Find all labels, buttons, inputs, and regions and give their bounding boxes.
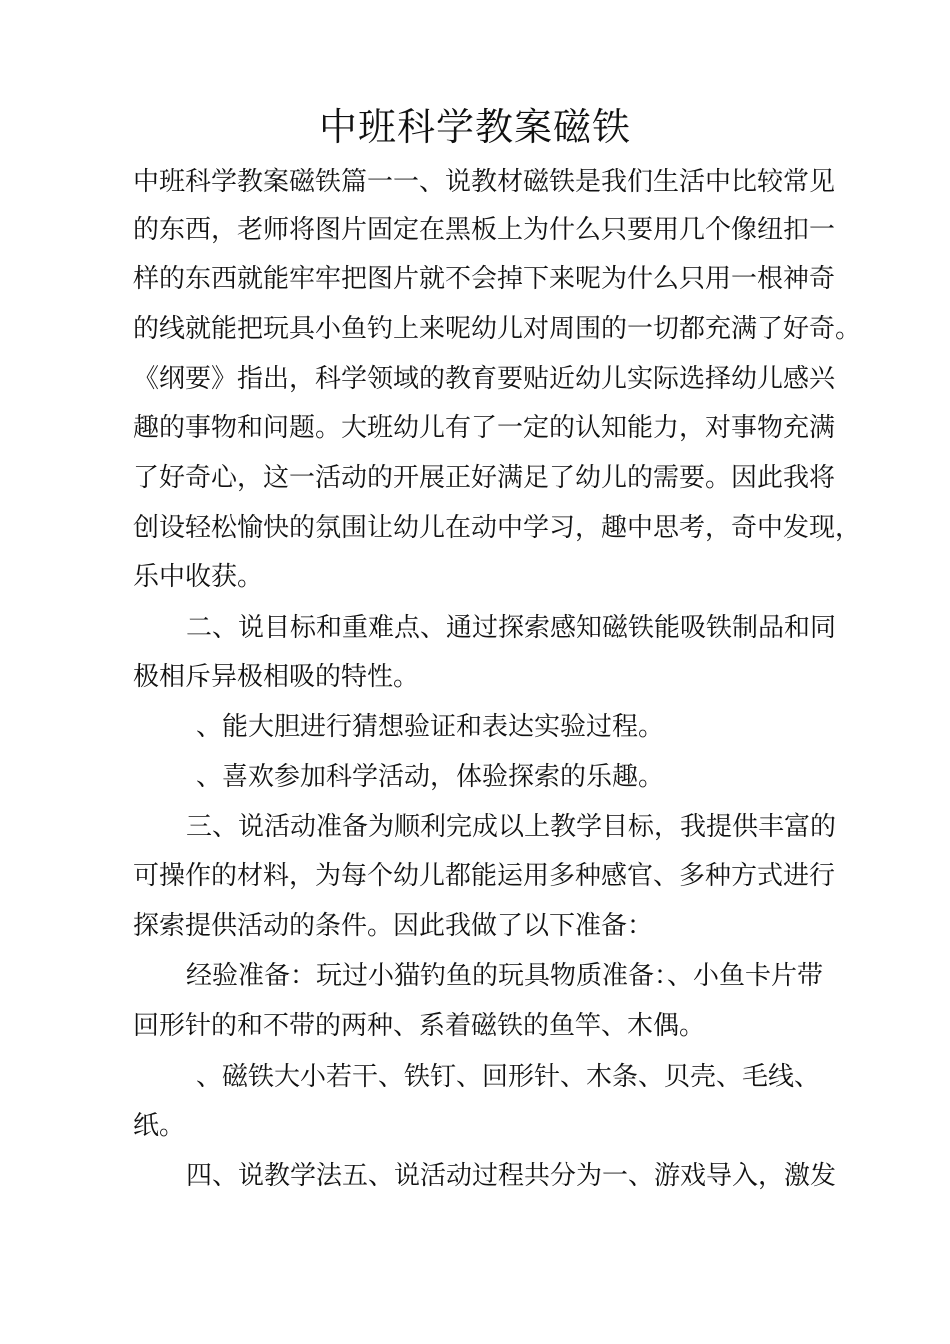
body-line: 、喜欢参加科学活动，体验探索的乐趣。 — [196, 762, 665, 792]
body-line: 样的东西就能牢牢把图片就不会掉下来呢为什么只用一根神奇 — [133, 264, 836, 294]
body-line: 趣的事物和问题。大班幼儿有了一定的认知能力，对事物充满 — [133, 413, 836, 443]
body-line: 、磁铁大小若干、铁钉、回形针、木条、贝壳、毛线、 — [196, 1062, 821, 1092]
body-line: 纸。 — [133, 1111, 186, 1141]
body-line: 乐中收获。 — [133, 562, 264, 592]
body-line: 的东西，老师将图片固定在黑板上为什么只要用几个像纽扣一 — [133, 215, 836, 245]
body-line: 三、说活动准备为顺利完成以上教学目标，我提供丰富的 — [186, 812, 837, 842]
body-line: 四、说教学法五、说活动过程共分为一、游戏导入，激发 — [186, 1161, 837, 1191]
body-line: 二、说目标和重难点、通过探索感知磁铁能吸铁制品和同 — [186, 613, 837, 643]
body-line: 可操作的材料，为每个幼儿都能运用多种感官、多种方式进行 — [133, 861, 836, 891]
body-line: 、能大胆进行猜想验证和表达实验过程。 — [196, 712, 665, 742]
body-line: 回形针的和不带的两种、系着磁铁的鱼竿、木偶。 — [133, 1011, 706, 1041]
body-line: 极相斥异极相吸的特性。 — [133, 662, 420, 692]
body-line: 了好奇心，这一活动的开展正好满足了幼儿的需要。因此我将 — [133, 463, 836, 493]
body-line: 的线就能把玩具小鱼钓上来呢幼儿对周围的一切都充满了好奇。 — [133, 314, 862, 344]
body-line: 创设轻松愉快的氛围让幼儿在动中学习，趣中思考，奇中发现， — [133, 513, 862, 543]
body-line: 经验准备：玩过小猫钓鱼的玩具物质准备：、小鱼卡片带 — [186, 961, 824, 991]
body-line: 探索提供活动的条件。因此我做了以下准备： — [133, 911, 654, 941]
body-line: 中班科学教案磁铁篇一一、说教材磁铁是我们生活中比较常见 — [133, 167, 836, 197]
body-line: 《纲要》指出，科学领域的教育要贴近幼儿实际选择幼儿感兴 — [133, 364, 836, 394]
document-title: 中班科学教案磁铁 — [318, 105, 631, 149]
